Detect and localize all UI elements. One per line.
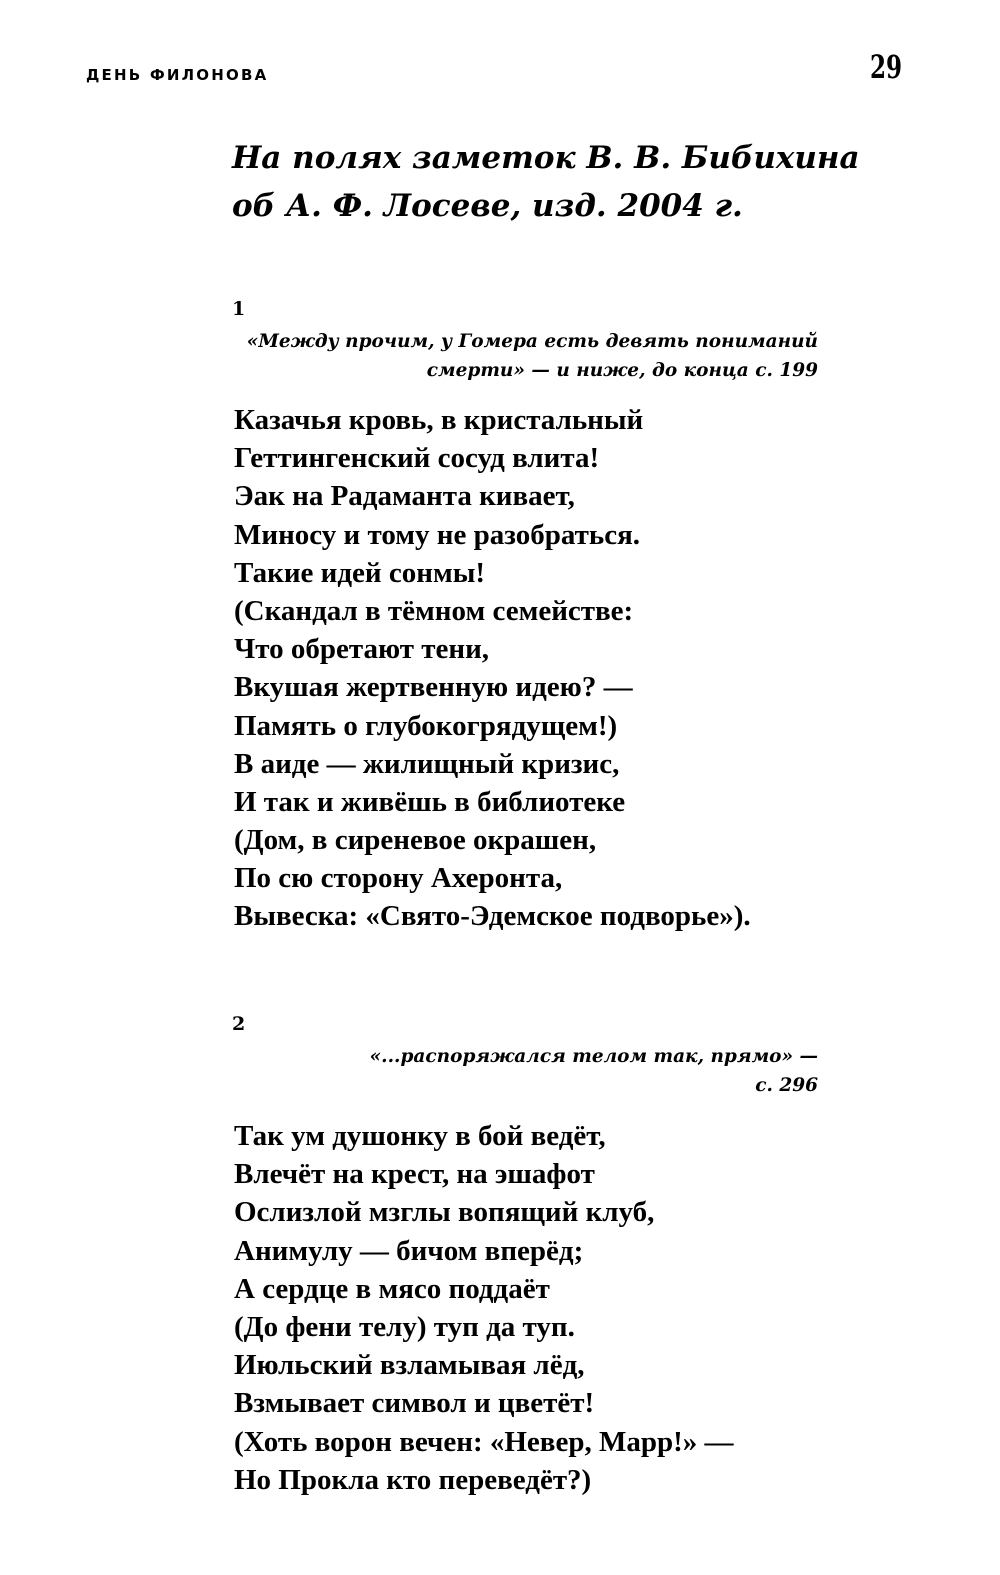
verse-stanza — [234, 401, 751, 936]
verse-line: Взмывает символ и цветёт! — [234, 1387, 595, 1420]
poem-title — [232, 134, 860, 230]
epigraph — [247, 327, 818, 385]
epigraph-line: с. 296 — [755, 1075, 818, 1096]
verse-line: Июльский взламывая лёд, — [234, 1349, 585, 1382]
verse-line: Так ум душонку в бой ведёт, — [234, 1120, 606, 1152]
verse-stanza — [234, 1117, 734, 1499]
verse-line: Ослизлой мзглы вопящий клуб, — [234, 1196, 655, 1229]
epigraph-line: «...распоряжался телом так, прямо» — — [369, 1046, 818, 1067]
section-number: 1 — [232, 298, 246, 320]
verse-line: Вывеска: «Свято-Эдемское подворье»). — [234, 900, 751, 933]
running-header: ДЕНЬ ФИЛОНОВА — [86, 66, 269, 84]
epigraph-line: «Между прочим, у Гомера есть девять пониманий — [246, 331, 818, 352]
verse-line: Анимулу — бичом вперёд; — [234, 1234, 584, 1267]
verse-line: (Дом, в сиреневое окрашен, — [234, 824, 597, 857]
section-number: 2 — [232, 1013, 246, 1035]
verse-line: Геттингенский сосуд влита! — [234, 442, 600, 475]
verse-line: Что обретают тени, — [234, 633, 490, 666]
verse-line: (Скандал в тёмном семействе: — [234, 594, 634, 627]
verse-line: (Хоть ворон вечен: «Невер, Марр!» — — [234, 1425, 734, 1458]
epigraph-line: смерти» — и ниже, до конца с. 199 — [426, 360, 818, 381]
poem-title-line: На полях заметок В. В. Бибихина — [232, 140, 860, 176]
verse-line: Вкушая жертвенную идею? — — [234, 671, 633, 704]
verse-line: Но Прокла кто переведёт?) — [234, 1463, 592, 1496]
verse-line: В аиде — жилищный кризис, — [234, 747, 620, 780]
verse-line: Память о глубокогрядущем!) — [234, 709, 618, 742]
epigraph — [370, 1042, 818, 1100]
verse-line: И так и живёшь в библиотеке — [234, 785, 626, 818]
verse-line: А сердце в мясо поддаёт — [234, 1272, 550, 1305]
verse-line: Влечёт на крест, на эшафот — [234, 1158, 595, 1191]
verse-line: Такие идей сонмы! — [234, 556, 486, 589]
poem-title-line: об А. Ф. Лосеве, изд. 2004 г. — [232, 188, 743, 224]
verse-line: Казачья кровь, в кристальный — [234, 404, 644, 436]
verse-line: Эак на Радаманта кивает, — [234, 480, 575, 513]
verse-line: (До фени телу) туп да туп. — [234, 1310, 575, 1343]
verse-line: По сю сторону Ахеронта, — [234, 862, 563, 895]
verse-line: Миносу и тому не разобраться. — [234, 518, 641, 551]
page-number: 29 — [870, 48, 903, 86]
